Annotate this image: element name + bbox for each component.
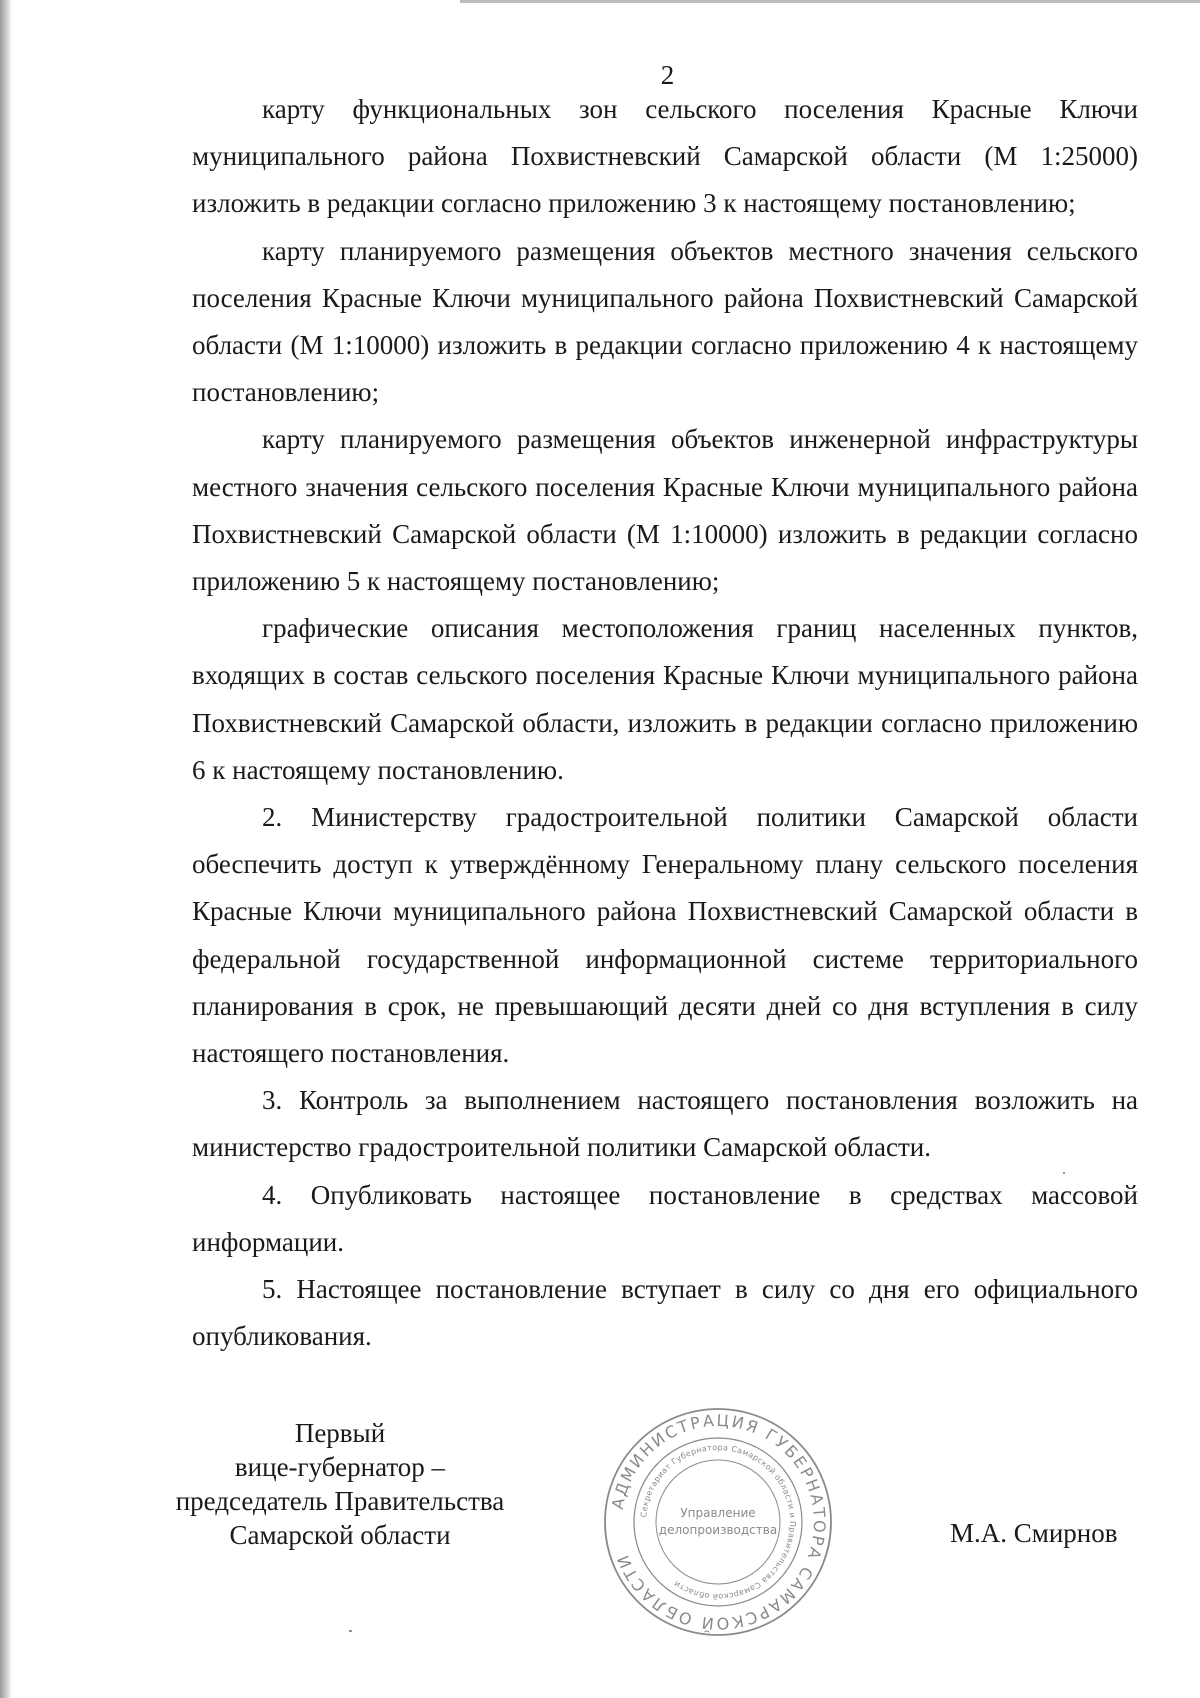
scan-speck	[1063, 1172, 1065, 1174]
signatory-title-line: вице-губернатор –	[234, 1452, 446, 1482]
signatory-title-line: Самарской области	[229, 1520, 451, 1550]
stamp-inner-ring	[656, 1460, 780, 1584]
page-number: 2	[660, 60, 675, 90]
paragraph-local-objects-map: карту планируемого размещения объектов местного значения сельского поселения Красные Ключи муниципального района Похвистневский Самарской области (М 1:10000) изложить в редакции согласно приложению 4 к настоящему постановлению;	[192, 235, 1138, 408]
stamp-outer-text-path: АДМИНИСТРАЦИЯ ГУБЕРНАТОРА САМАРСКОЙ ОБЛАСТИ	[607, 1410, 830, 1634]
paragraph-item-3: 3. Контроль за выполнением настоящего постановления возложить на министерство градостроительной политики Самарской области.	[192, 1085, 1138, 1163]
scan-shadow-left	[0, 0, 11, 1698]
paragraph-item-5: 5. Настоящее постановление вступает в силу со дня его официального опубликования.	[192, 1274, 1138, 1352]
scan-edge-top	[460, 0, 1200, 3]
stamp-inner-text	[639, 1443, 797, 1601]
scan-speck	[349, 1630, 352, 1632]
official-stamp	[601, 1405, 835, 1639]
signatory-name: М.А. Смирнов	[950, 1518, 1118, 1548]
paragraph-engineering-infrastructure-map: карту планируемого размещения объектов инженерной инфраструктуры местного значения сельского поселения Красные Ключи муниципального района Похвистневский Самарской области (М 1:10000) изложить в редакции согласно приложению 5 к настоящему постановлению;	[192, 424, 1138, 597]
paragraph-item-2: 2. Министерству градостроительной политики Самарской области обеспечить доступ к утверждённому Генеральному плану сельского поселения Красные Ключи муниципального района Похвистневский Самарской области в федеральной государственной информационной системе территориального планирования в срок, не превышающий десяти дней со дня вступления в силу настоящего постановления.	[192, 802, 1138, 1069]
document-body	[192, 86, 1138, 1360]
paragraph-boundary-descriptions: графические описания местоположения границ населенных пунктов, входящих в состав сельского поселения Красные Ключи муниципального района Похвистневский Самарской области, изложить в редакции согласно приложению 6 к настоящему постановлению.	[192, 613, 1138, 785]
signatory-title	[150, 1416, 530, 1552]
stamp-middle-ring	[634, 1438, 802, 1606]
signatory-title-line: председатель Правительства	[175, 1486, 505, 1516]
paragraph-item-4: 4. Опубликовать настоящее постановление в средствах массовой информации.	[192, 1179, 1138, 1257]
stamp-center-line-2: делопроизводства	[658, 1523, 778, 1537]
paragraph-functional-zones-map: карту функциональных зон сельского поселения Красные Ключи муниципального района Похвистневский Самарской области (М 1:25000) изложить в редакции согласно приложению 3 к настоящему постановлению;	[192, 94, 1138, 219]
stamp-inner-text-path: Секретариат Губернатора Самарской области и Правительства Самарской области	[639, 1442, 798, 1602]
stamp-center-line-1: Управление	[680, 1506, 756, 1520]
stamp-outer-ring	[605, 1409, 831, 1635]
signatory-title-line: Первый	[294, 1418, 386, 1448]
